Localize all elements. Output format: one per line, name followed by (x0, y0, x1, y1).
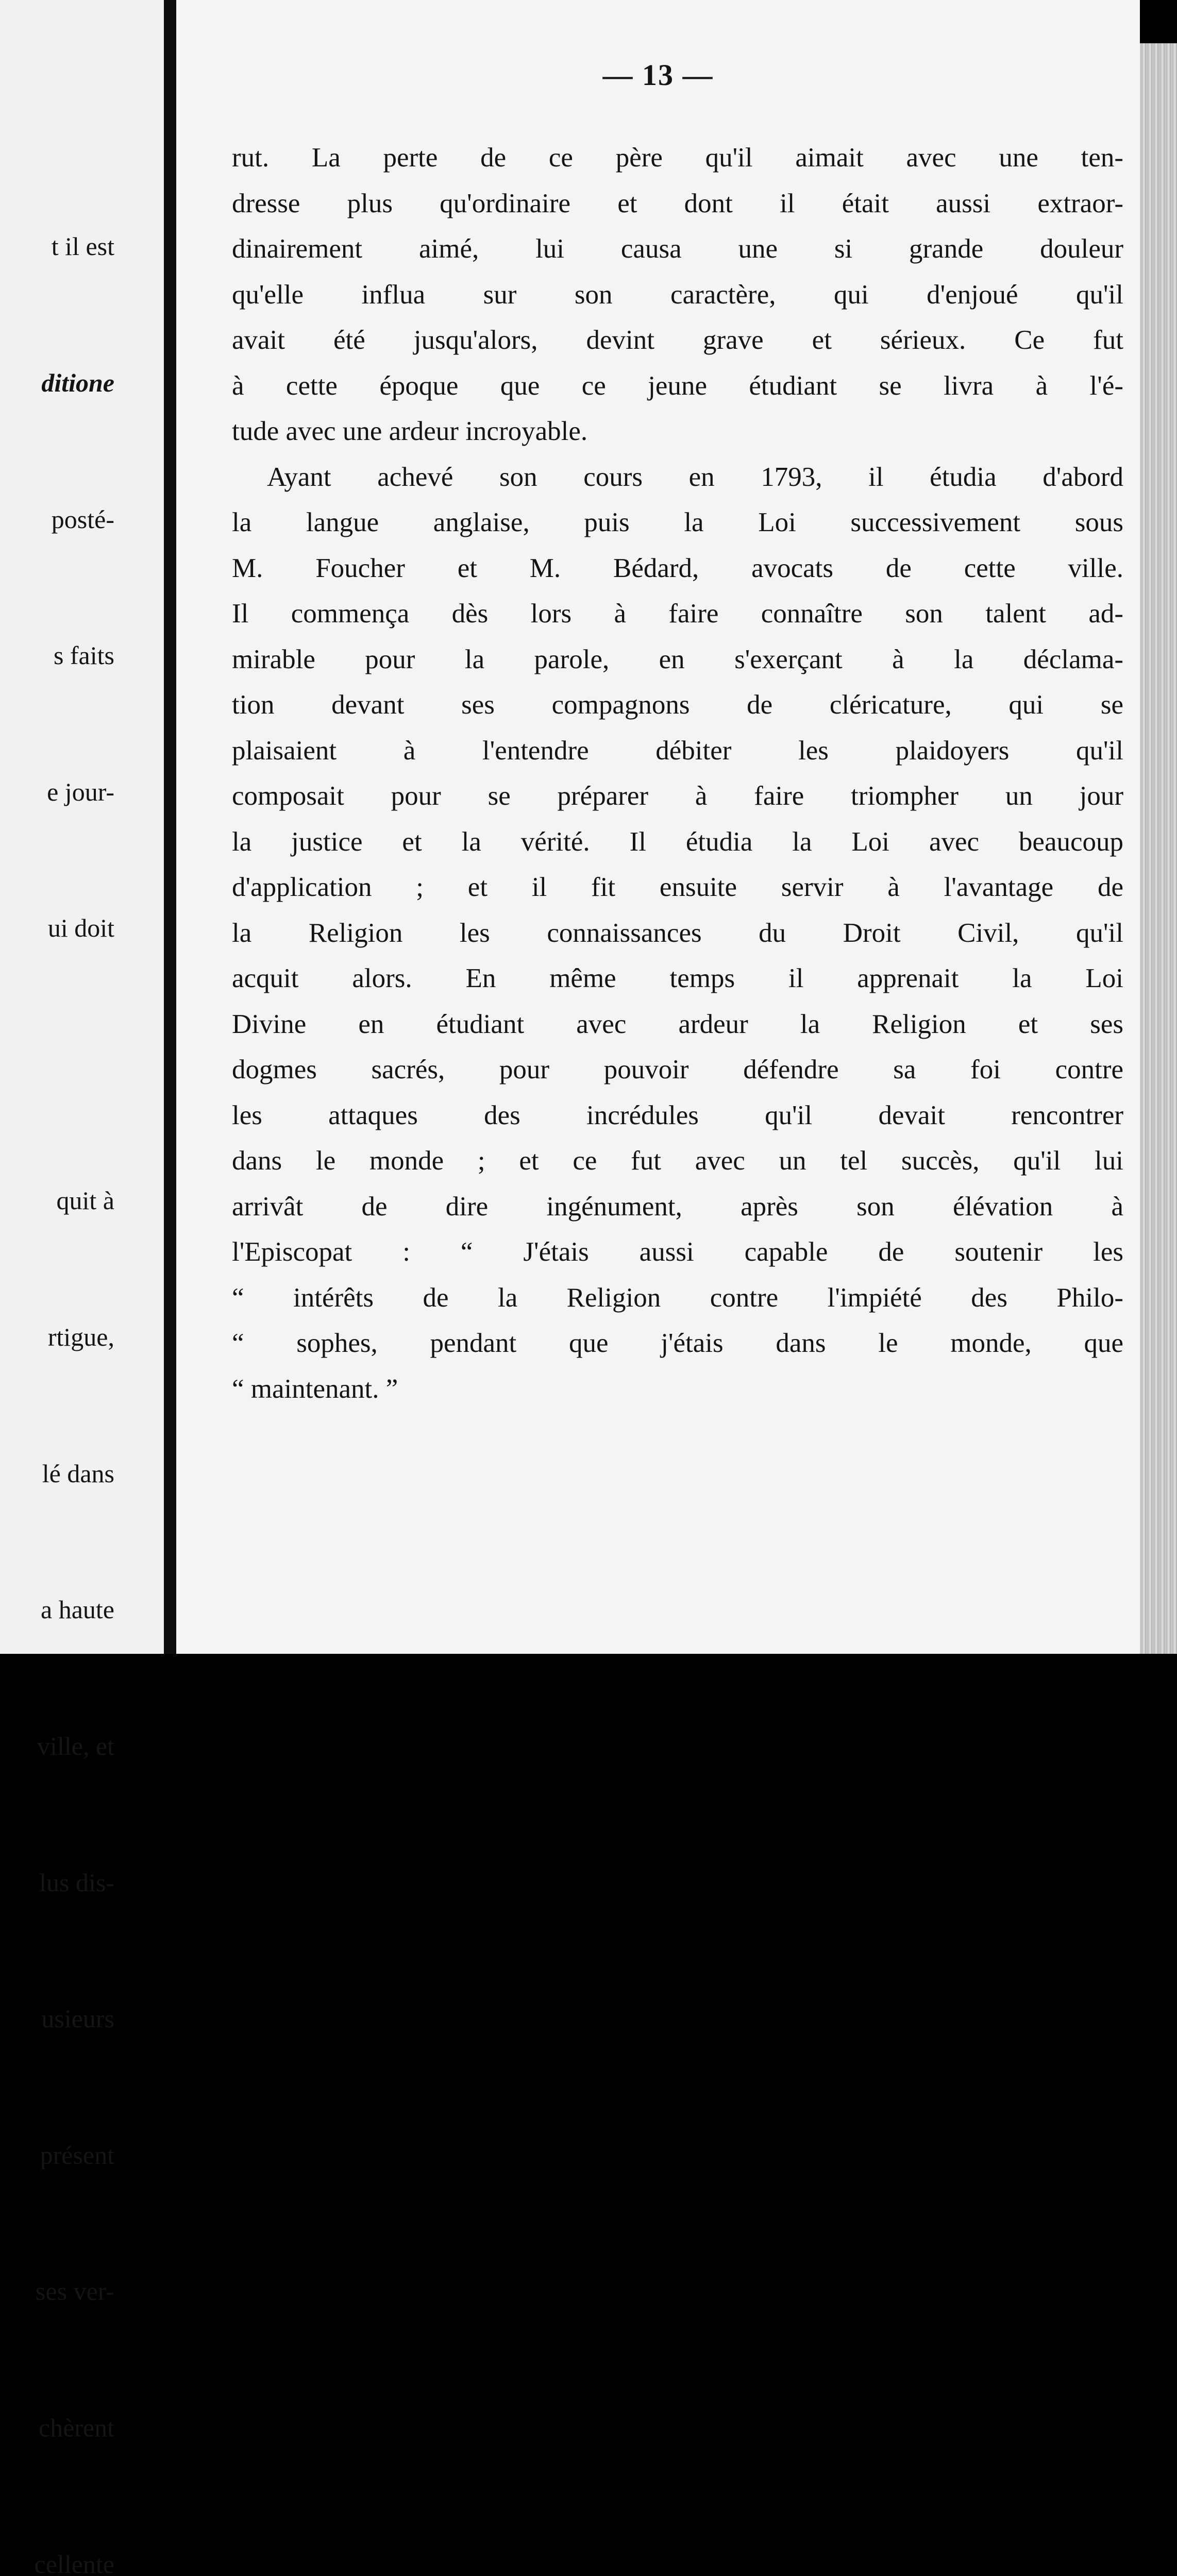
scan-border (0, 1654, 1177, 1677)
text-line: arrivât de dire ingénument, après son élévation à (232, 1191, 1123, 1222)
left-line: t il est (51, 232, 114, 261)
previous-page-text (31, 133, 114, 2576)
text-line: Il commença dès lors à faire connaître son talent ad- (232, 599, 1123, 629)
left-line: ditione (41, 368, 114, 398)
text-line: tude avec une ardeur incroyable. (232, 416, 588, 446)
text-line: tion devant ses compagnons de cléricature, qui se (232, 690, 1123, 720)
page-number: — 13 — (602, 58, 714, 92)
text-line: la langue anglaise, puis la Loi successivement sous (232, 507, 1123, 537)
text-line: d'application ; et il fit ensuite servir à l'avantage de (232, 872, 1123, 902)
page-stack-edge (1140, 43, 1177, 1656)
text-line: la Religion les connaissances du Droit Civil, qu'il (232, 918, 1123, 948)
left-line: présent (40, 2140, 114, 2170)
left-line: ui doit (47, 913, 114, 943)
text-line: dans le monde ; et ce fut avec un tel succès, qu'il lui (232, 1146, 1123, 1176)
left-line: rtigue, (47, 1323, 114, 1352)
text-line: avait été jusqu'alors, devint grave et sérieux. Ce fut (232, 325, 1123, 355)
left-line-gap (31, 1042, 114, 1087)
left-line: posté- (51, 504, 114, 534)
text-line: mirable pour la parole, en s'exerçant à la déclama- (232, 644, 1123, 674)
left-line: chèrent (38, 2413, 114, 2442)
left-line: quit à (56, 1186, 114, 1215)
text-line: les attaques des incrédules qu'il devait rencontrer (232, 1100, 1123, 1130)
left-line: usieurs (41, 2004, 114, 2033)
previous-page-fragment (0, 0, 164, 2576)
text-line: rut. La perte de ce père qu'il aimait avec une ten- (232, 143, 1123, 173)
text-line: qu'elle influa sur son caractère, qui d'enjoué qu'il (232, 279, 1123, 310)
text-line: dinairement aimé, lui causa une si grande douleur (232, 234, 1123, 264)
text-line: dresse plus qu'ordinaire et dont il était aussi extraor- (232, 188, 1123, 218)
text-line: Divine en étudiant avec ardeur la Religion et ses (232, 1009, 1123, 1039)
left-line: lus dis- (39, 1868, 114, 1897)
left-line: e jour- (47, 777, 114, 806)
text-line: à cette époque que ce jeune étudiant se livra à l'é- (232, 370, 1123, 401)
book-gutter (164, 0, 176, 1677)
text-line: l'Episcopat : “ J'étais aussi capable de soutenir les (232, 1237, 1123, 1267)
left-line: ville, et (37, 1731, 114, 1760)
text-line: “ maintenant. ” (232, 1374, 398, 1404)
text-line: composait pour se préparer à faire triompher un jour (232, 781, 1123, 811)
left-line: ses ver- (35, 2277, 114, 2306)
body-text (232, 135, 1123, 1412)
left-line: lé dans (42, 1459, 114, 1488)
text-line: la justice et la vérité. Il étudia la Loi avec beaucoup (232, 826, 1123, 857)
text-line: “ sophes, pendant que j'étais dans le monde, que (232, 1328, 1123, 1358)
page (176, 0, 1140, 1654)
text-line: “ intérêts de la Religion contre l'impiété des Philo- (232, 1282, 1123, 1313)
text-line: acquit alors. En même temps il apprenait la Loi (232, 963, 1123, 993)
left-line: s faits (53, 641, 114, 670)
text-line: dogmes sacrés, pour pouvoir défendre sa foi contre (232, 1055, 1123, 1084)
left-line: a haute (41, 1595, 114, 1624)
text-line: M. Foucher et M. Bédard, avocats de cette ville. (232, 553, 1123, 583)
text-line: Ayant achevé son cours en 1793, il étudia d'abord (267, 462, 1123, 492)
text-line: plaisaient à l'entendre débiter les plaidoyers qu'il (232, 735, 1123, 766)
left-line: cellente (34, 2549, 114, 2576)
